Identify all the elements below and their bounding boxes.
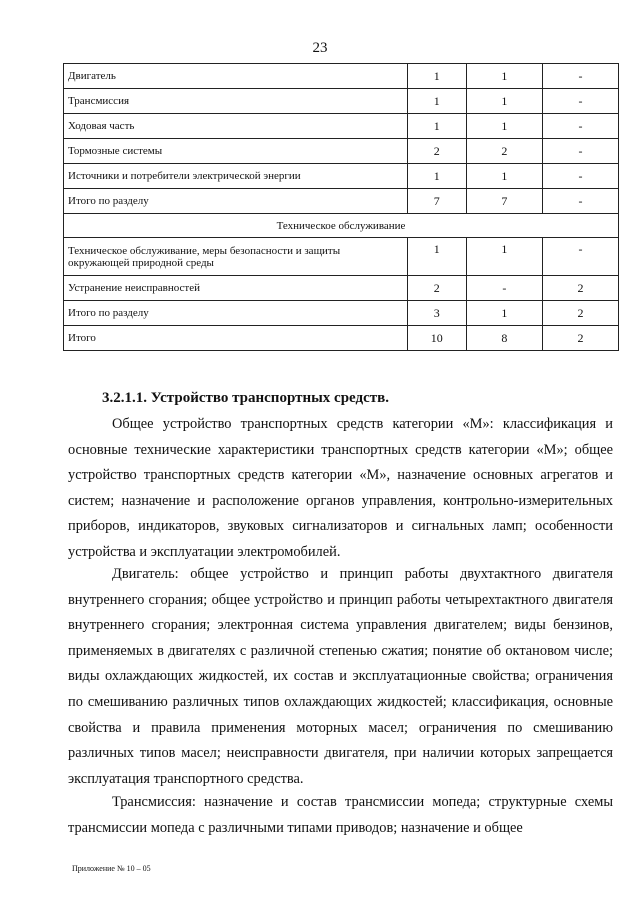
practice-hours-cell: - (542, 164, 618, 189)
theory-hours-cell: 1 (466, 89, 542, 114)
table-row (64, 164, 619, 189)
theory-hours-cell: 1 (466, 64, 542, 89)
theory-hours-cell: 1 (466, 164, 542, 189)
total-hours-cell: 10 (407, 326, 466, 351)
total-hours-cell: 1 (407, 238, 466, 276)
body-paragraph (68, 562, 613, 792)
theory-hours-cell: 1 (466, 114, 542, 139)
theory-hours-cell: 1 (466, 238, 542, 276)
practice-hours-cell: 2 (542, 326, 618, 351)
practice-hours-cell: - (542, 189, 618, 214)
page-footer: Приложение № 10 – 05 (72, 864, 151, 873)
total-hours-cell: 3 (407, 301, 466, 326)
hours-table (63, 63, 619, 351)
row-name: Итого по разделу (64, 301, 408, 326)
table-row (64, 238, 619, 276)
total-hours-cell: 7 (407, 189, 466, 214)
paragraph-text: Двигатель: общее устройство и принцип работы двухтактного двигателя внутреннего сгорания; общее устройство и принцип работы четырехтактного двигателя внутреннего сгорания; электронная система управления двигателем; виды бензинов, применяемых в двигателях с различной степенью сжатия; понятие об октановом числе; виды охлаждающих жидкостей, их состав и эксплуатационные свойства; ограничения по смешиванию различных типов охлаждающих жидкостей; классификация, основные свойства и правила применения моторных масел; ограничения по смешиванию различных типов масел; неисправности двигателя, при наличии которых запрещается эксплуатация транспортного средства. (68, 566, 613, 787)
paragraph-text: Трансмиссия: назначение и состав трансмиссии мопеда; структурные схемы трансмиссии мопеда с различными типами приводов; назначение и общее (68, 794, 613, 836)
total-hours-cell: 2 (407, 276, 466, 301)
practice-hours-cell: - (542, 89, 618, 114)
practice-hours-cell: 2 (542, 276, 618, 301)
table-row (64, 301, 619, 326)
theory-hours-cell: - (466, 276, 542, 301)
practice-hours-cell: - (542, 114, 618, 139)
row-name: Тормозные системы (64, 139, 408, 164)
practice-hours-cell: - (542, 238, 618, 276)
theory-hours-cell: 7 (466, 189, 542, 214)
row-name: Техническое обслуживание, меры безопасности и защиты окружающей природной среды (64, 238, 408, 276)
theory-hours-cell: 8 (466, 326, 542, 351)
row-name: Источники и потребители электрической энергии (64, 164, 408, 189)
total-hours-cell: 1 (407, 64, 466, 89)
table-row (64, 326, 619, 351)
body-paragraph (68, 790, 613, 841)
row-name: Итого (64, 326, 408, 351)
theory-hours-cell: 1 (466, 301, 542, 326)
total-hours-cell: 2 (407, 139, 466, 164)
table-row (64, 139, 619, 164)
total-hours-cell: 1 (407, 89, 466, 114)
body-paragraph (68, 412, 613, 566)
practice-hours-cell: - (542, 139, 618, 164)
theory-hours-cell: 2 (466, 139, 542, 164)
table-row (64, 64, 619, 89)
section-row (64, 214, 619, 238)
section-heading: 3.2.1.1. Устройство транспортных средств. (102, 390, 389, 406)
table-row (64, 114, 619, 139)
table-row (64, 276, 619, 301)
page-number: 23 (312, 40, 328, 56)
row-name: Итого по разделу (64, 189, 408, 214)
row-name: Двигатель (64, 64, 408, 89)
total-hours-cell: 1 (407, 164, 466, 189)
total-hours-cell: 1 (407, 114, 466, 139)
table-row (64, 89, 619, 114)
section-title: Техническое обслуживание (64, 214, 619, 238)
row-name: Устранение неисправностей (64, 276, 408, 301)
row-name: Ходовая часть (64, 114, 408, 139)
paragraph-text: Общее устройство транспортных средств категории «М»: классификация и основные технические характеристики транспортных средств категории «М»; общее устройство транспортных средств категории «М», назначение основных агрегатов и систем; назначение и расположение органов управления, контрольно-измерительных приборов, индикаторов, звуковых сигнализаторов и сигнальных ламп; особенности устройства и эксплуатации электромобилей. (68, 416, 613, 560)
table-row (64, 189, 619, 214)
practice-hours-cell: 2 (542, 301, 618, 326)
row-name: Трансмиссия (64, 89, 408, 114)
practice-hours-cell: - (542, 64, 618, 89)
